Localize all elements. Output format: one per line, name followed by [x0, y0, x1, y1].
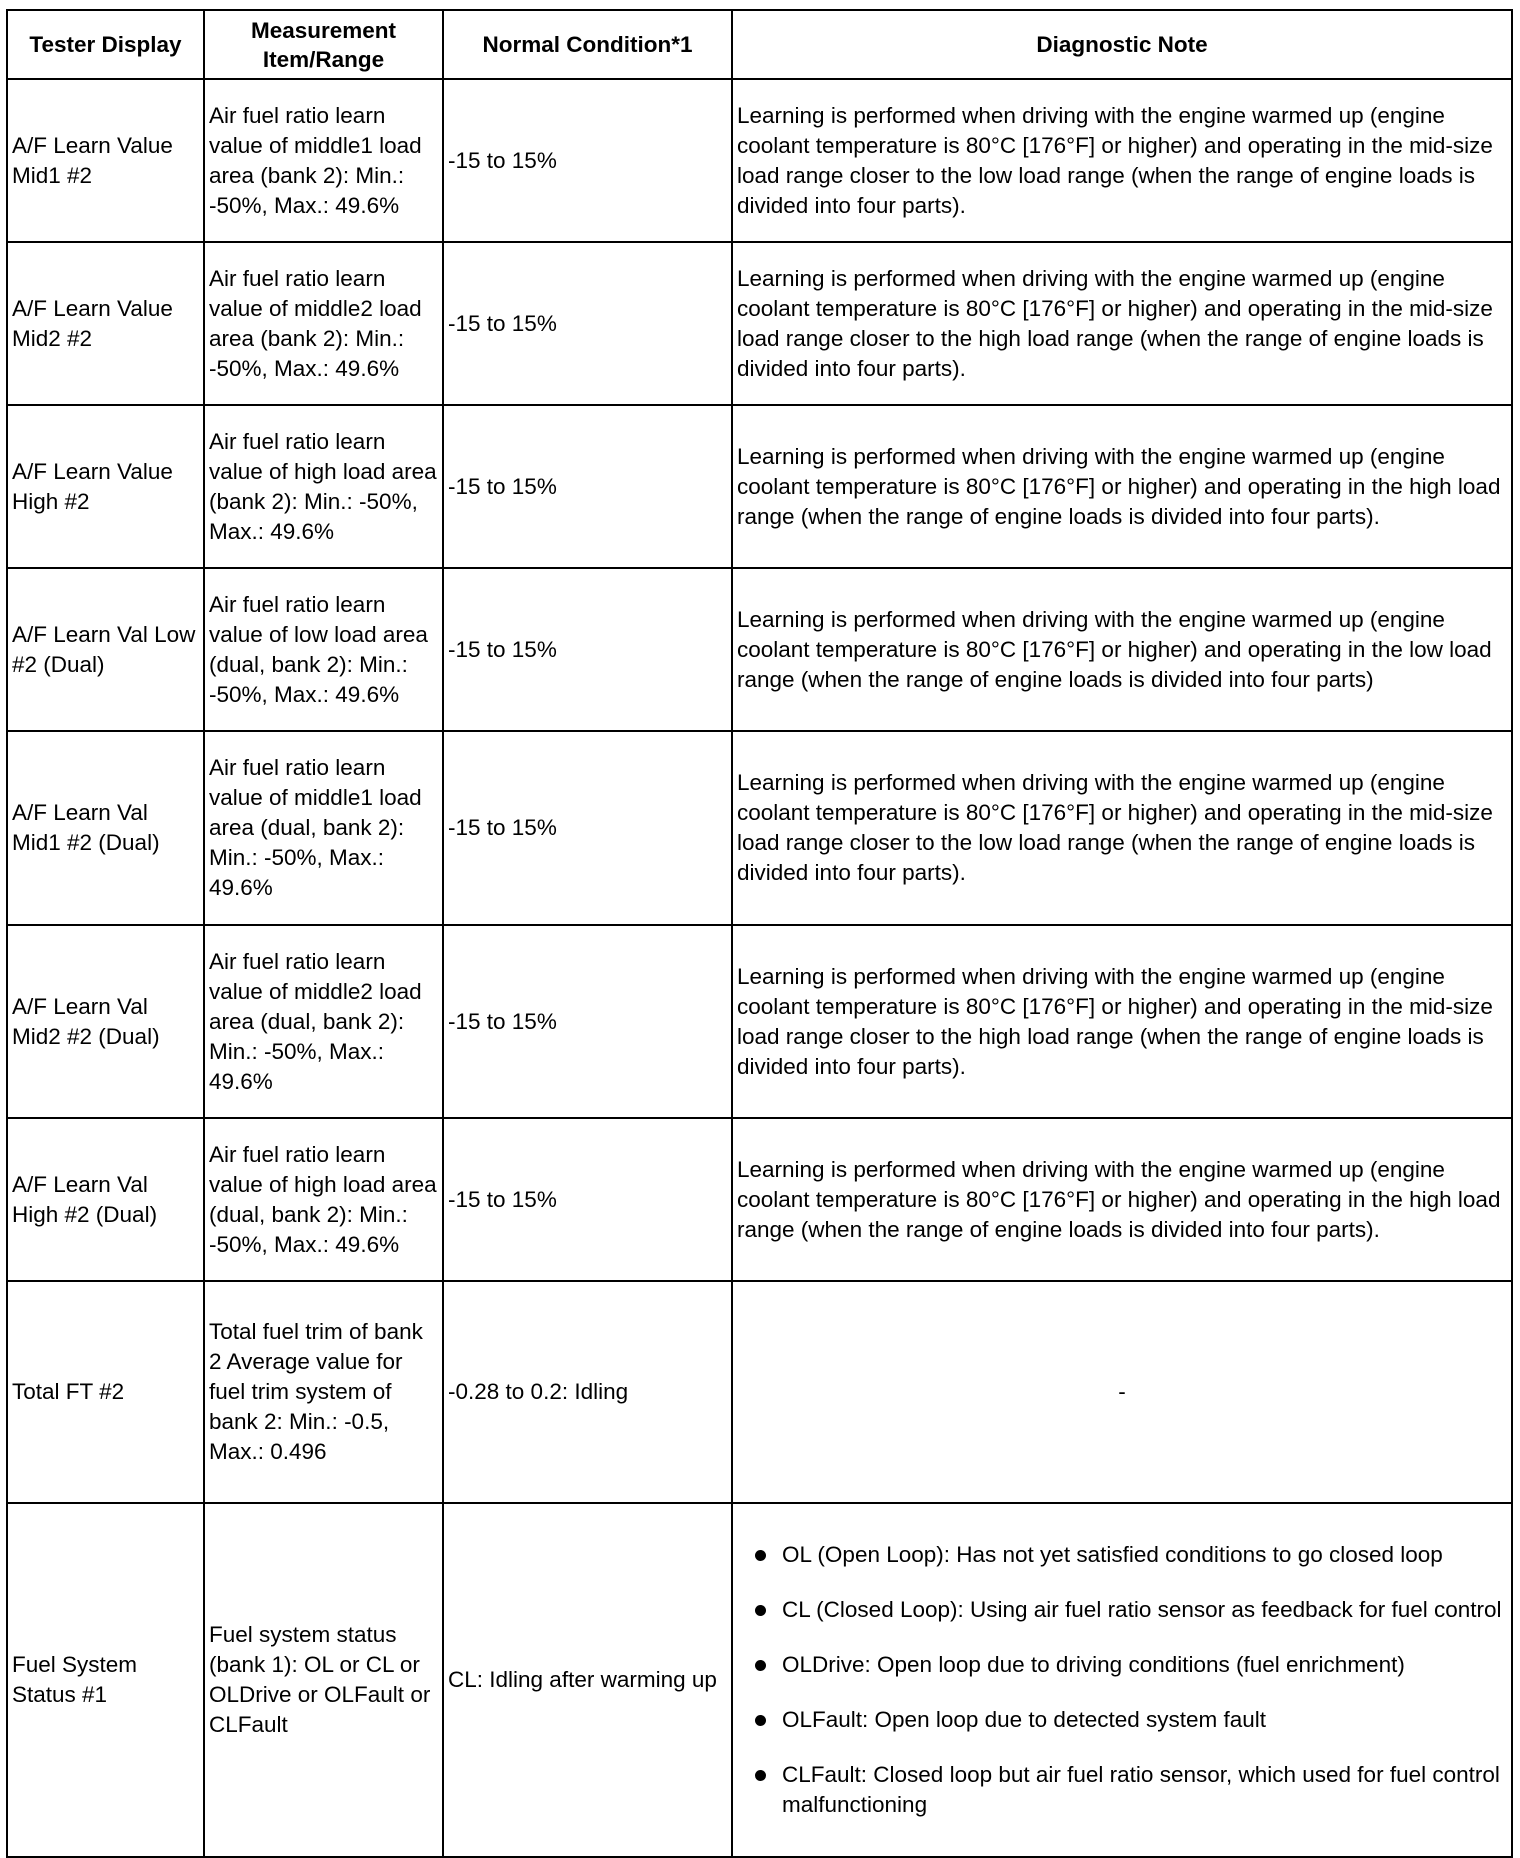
table-row — [7, 1118, 1512, 1281]
table-row — [7, 79, 1512, 242]
diagnostic-note-cell: Learning is performed when driving with the engine warmed up (engine coolant temperature is 80°C [176°F] or higher) and operating in the mid-size load range closer to the high load range (when the range of engine loads is divided into four parts). — [732, 242, 1512, 405]
list-item: OLFault: Open loop due to detected system fault — [737, 1705, 1507, 1735]
normal-condition-cell: -0.28 to 0.2: Idling — [443, 1281, 732, 1503]
fuel-item-cell: Fuel system status (bank 1): OL or CL or OLDrive or OLFault or CLFault — [204, 1503, 443, 1857]
table-row — [7, 568, 1512, 731]
table-row — [7, 1281, 1512, 1503]
table-row — [7, 1503, 1512, 1857]
normal-condition-cell: -15 to 15% — [443, 568, 732, 731]
measurement-item-cell: Air fuel ratio learn value of middle2 load area (bank 2): Min.: -50%, Max.: 49.6% — [204, 242, 443, 405]
measurement-item-cell: Air fuel ratio learn value of middle2 load area (dual, bank 2): Min.: -50%, Max.: 49.6% — [204, 925, 443, 1118]
list-item: CLFault: Closed loop but air fuel ratio sensor, which used for fuel control malfunctioning — [737, 1760, 1507, 1820]
normal-condition-cell: -15 to 15% — [443, 731, 732, 925]
header-tester-display: Tester Display — [7, 10, 204, 79]
diagnostic-note-cell: Learning is performed when driving with the engine warmed up (engine coolant temperature is 80°C [176°F] or higher) and operating in the mid-size load range closer to the low load range (when the range of engine loads is divided into four parts). — [732, 79, 1512, 242]
measurement-item-cell: Total fuel trim of bank 2 Average value for fuel trim system of bank 2: Min.: -0.5, Max.: 0.496 — [204, 1281, 443, 1503]
measurement-item-cell: Air fuel ratio learn value of high load area (dual, bank 2): Min.: -50%, Max.: 49.6% — [204, 1118, 443, 1281]
measurement-item-cell: Air fuel ratio learn value of middle1 load area (bank 2): Min.: -50%, Max.: 49.6% — [204, 79, 443, 242]
measurement-item-cell: Air fuel ratio learn value of high load area (bank 2): Min.: -50%, Max.: 49.6% — [204, 405, 443, 568]
header-normal-condition: Normal Condition*1 — [443, 10, 732, 79]
normal-condition-cell: -15 to 15% — [443, 1118, 732, 1281]
diagnostic-note-cell: Learning is performed when driving with the engine warmed up (engine coolant temperature is 80°C [176°F] or higher) and operating in the mid-size load range closer to the high load range (when the range of engine loads is divided into four parts). — [732, 925, 1512, 1118]
normal-condition-cell: -15 to 15% — [443, 242, 732, 405]
diagnostic-note-cell: Learning is performed when driving with the engine warmed up (engine coolant temperature is 80°C [176°F] or higher) and operating in the high load range (when the range of engine loads is divided into four parts). — [732, 1118, 1512, 1281]
tester-display-cell: A/F Learn Value High #2 — [7, 405, 204, 568]
fuel-display-cell: Fuel System Status #1 — [7, 1503, 204, 1857]
list-item: OL (Open Loop): Has not yet satisfied conditions to go closed loop — [737, 1540, 1507, 1570]
list-item: OLDrive: Open loop due to driving conditions (fuel enrichment) — [737, 1650, 1507, 1680]
tester-display-cell: A/F Learn Val Mid1 #2 (Dual) — [7, 731, 204, 925]
normal-condition-cell: -15 to 15% — [443, 925, 732, 1118]
normal-condition-cell: -15 to 15% — [443, 405, 732, 568]
diagnostic-note-cell: Learning is performed when driving with the engine warmed up (engine coolant temperature is 80°C [176°F] or higher) and operating in the high load range (when the range of engine loads is divided into four parts). — [732, 405, 1512, 568]
tester-display-cell: A/F Learn Val High #2 (Dual) — [7, 1118, 204, 1281]
tester-display-cell: Total FT #2 — [7, 1281, 204, 1503]
tester-display-cell: A/F Learn Value Mid2 #2 — [7, 242, 204, 405]
data-list-table — [6, 9, 1513, 1858]
header-diagnostic-note: Diagnostic Note — [732, 10, 1512, 79]
measurement-item-cell: Air fuel ratio learn value of low load area (dual, bank 2): Min.: -50%, Max.: 49.6% — [204, 568, 443, 731]
tester-display-cell: A/F Learn Value Mid1 #2 — [7, 79, 204, 242]
measurement-item-cell: Air fuel ratio learn value of middle1 load area (dual, bank 2): Min.: -50%, Max.: 49.6% — [204, 731, 443, 925]
header-measurement-item: Measurement Item/Range — [204, 10, 443, 79]
normal-condition-cell: -15 to 15% — [443, 79, 732, 242]
diagnostic-note-cell: Learning is performed when driving with the engine warmed up (engine coolant temperature is 80°C [176°F] or higher) and operating in the low load range (when the range of engine loads is divided into four parts) — [732, 568, 1512, 731]
list-item: CL (Closed Loop): Using air fuel ratio sensor as feedback for fuel control — [737, 1595, 1507, 1625]
diagnostic-note-cell: - — [732, 1281, 1512, 1503]
table-row — [7, 405, 1512, 568]
table-row — [7, 925, 1512, 1118]
diagnostic-note-cell — [732, 1503, 1512, 1857]
table-row — [7, 242, 1512, 405]
diagnostic-note-cell: Learning is performed when driving with the engine warmed up (engine coolant temperature is 80°C [176°F] or higher) and operating in the mid-size load range closer to the low load range (when the range of engine loads is divided into four parts). — [732, 731, 1512, 925]
fuel-normal-cell: CL: Idling after warming up — [443, 1503, 732, 1857]
tester-display-cell: A/F Learn Val Low #2 (Dual) — [7, 568, 204, 731]
tester-display-cell: A/F Learn Val Mid2 #2 (Dual) — [7, 925, 204, 1118]
fuel-status-list — [737, 1540, 1507, 1820]
table-row — [7, 731, 1512, 925]
